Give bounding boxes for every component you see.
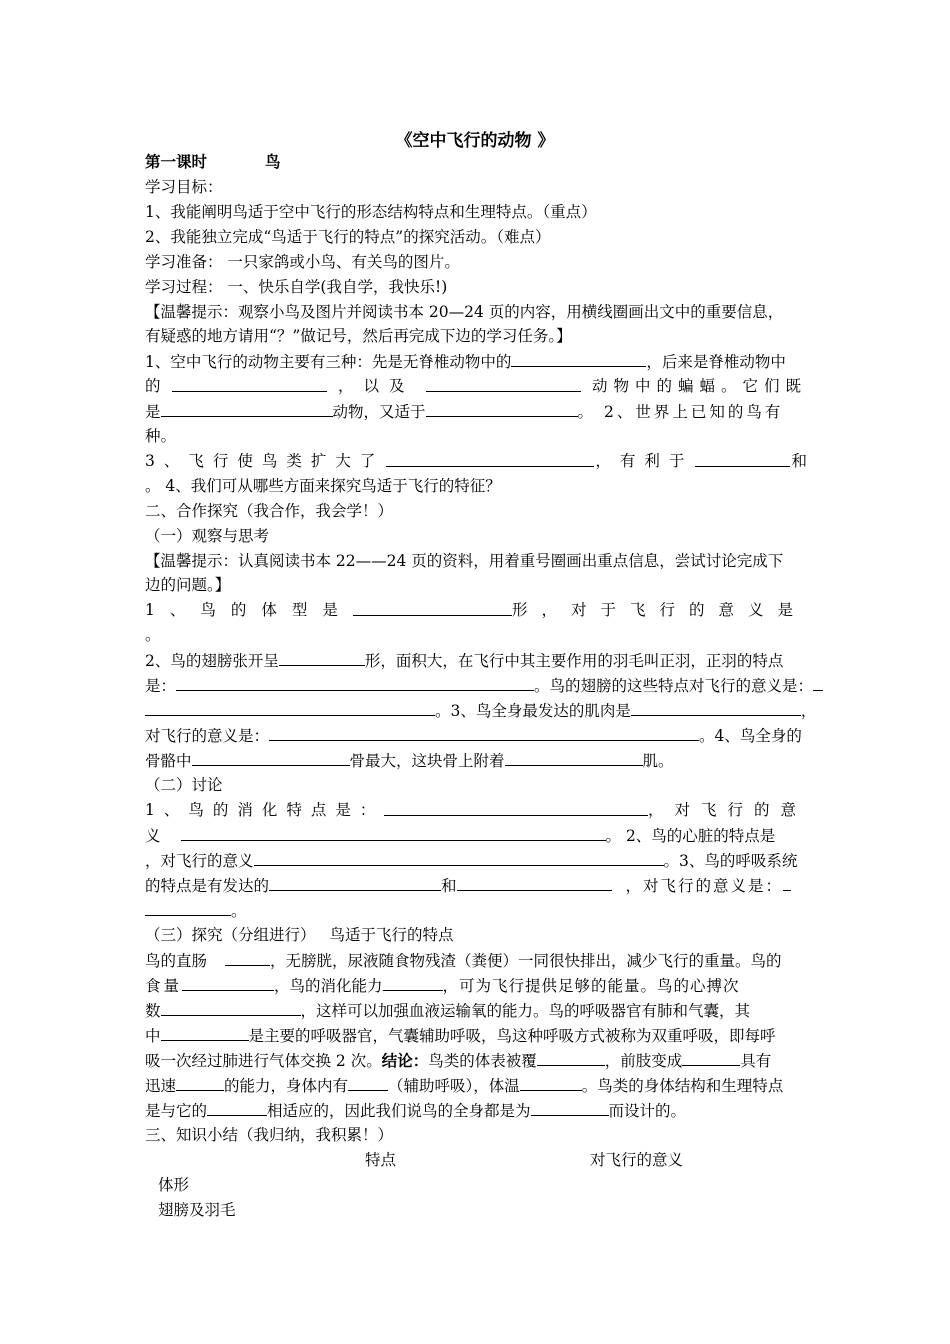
tip-1-line-2: 有疑惑的地方请用“？”做记号，然后再完成下边的学习任务。】 bbox=[145, 327, 572, 345]
text: 。鸟的翅膀的这些特点对飞行的意义是： bbox=[534, 677, 814, 695]
text: 吸一次经过肺进行气体交换 2 次。 bbox=[145, 1052, 382, 1070]
text: 是： bbox=[145, 677, 177, 695]
text: 。3、鸟全身最发达的肌肉是 bbox=[435, 702, 631, 720]
text: ，这样可以加强血液运输氧的能力。鸟的呼吸器官有肺和气囊，其 bbox=[300, 1002, 751, 1020]
explore-line bbox=[145, 998, 807, 1023]
discuss-question-1 bbox=[145, 823, 807, 848]
lesson-topic: 鸟 bbox=[265, 152, 281, 171]
blank[interactable] bbox=[161, 399, 333, 417]
explore-line bbox=[145, 973, 807, 998]
text: 相适应的，因此我们说鸟的全身都是为 bbox=[267, 1102, 531, 1120]
text: 中 bbox=[145, 1027, 161, 1045]
body-question-4 bbox=[145, 748, 807, 773]
blank[interactable] bbox=[537, 1048, 605, 1066]
body-question-3 bbox=[145, 723, 807, 748]
text: ，后来是脊椎动物中 bbox=[646, 353, 786, 371]
text: 骨最大，这块骨上附着 bbox=[349, 752, 505, 770]
blank[interactable] bbox=[279, 648, 365, 666]
text: 鸟的直肠 bbox=[145, 952, 208, 970]
blank[interactable] bbox=[269, 873, 441, 891]
blank[interactable] bbox=[181, 823, 606, 841]
text: 食量 bbox=[145, 977, 183, 995]
blank[interactable] bbox=[386, 449, 594, 467]
body-question-1 bbox=[145, 598, 807, 622]
text: 肌。 bbox=[642, 752, 674, 770]
explore-line bbox=[145, 948, 807, 973]
question-1-line: 种。 bbox=[145, 427, 177, 445]
section-2-heading: （二）讨论 bbox=[145, 776, 223, 794]
text: 和 bbox=[791, 452, 807, 470]
text: 迅速 bbox=[145, 1077, 177, 1095]
blank[interactable] bbox=[520, 1073, 582, 1091]
text: ， bbox=[800, 702, 817, 720]
text: ，以及 bbox=[337, 377, 415, 395]
question-4-line: 。 4、我们可从哪些方面来探究鸟适于飞行的特征？ bbox=[145, 477, 501, 495]
blank[interactable] bbox=[426, 374, 581, 392]
text: 的能力，身体内有 bbox=[224, 1077, 349, 1095]
section-1-heading: （一）观察与思考 bbox=[145, 527, 270, 545]
text: 2、鸟的翅膀张开呈 bbox=[145, 652, 279, 670]
text: 鸟适于飞行的特点 bbox=[329, 926, 454, 944]
blank[interactable] bbox=[161, 1023, 249, 1041]
table-row-body-shape: 体形 bbox=[158, 1176, 190, 1194]
blank[interactable] bbox=[783, 873, 791, 891]
process-heading: 学习过程： 一、快乐自学(我自学，我快乐!) bbox=[145, 278, 448, 296]
text: ，前肢变成 bbox=[604, 1052, 683, 1070]
text: 对飞行的意义是： bbox=[145, 727, 270, 745]
text: ，可为飞行提供足够的能量。鸟的心搏次 bbox=[442, 977, 740, 995]
blank[interactable] bbox=[225, 948, 270, 966]
text: ，有利于 bbox=[595, 452, 694, 470]
text: 1、鸟的体型是 bbox=[145, 601, 353, 619]
body-question-2 bbox=[145, 648, 807, 673]
text: 具有 bbox=[740, 1052, 772, 1070]
blank[interactable] bbox=[176, 673, 534, 691]
blank[interactable] bbox=[426, 399, 578, 417]
text: 和 bbox=[441, 877, 457, 895]
text: 。3、鸟的呼吸系统 bbox=[663, 852, 798, 870]
discuss-question-1 bbox=[145, 798, 807, 822]
blank[interactable] bbox=[695, 449, 790, 467]
page-title: 《空中飞行的动物 》 bbox=[395, 131, 555, 151]
text: 形，面积大，在飞行中其主要作用的羽毛叫正羽，正羽的特点 bbox=[364, 652, 784, 670]
text: 的 bbox=[145, 377, 161, 395]
blank[interactable] bbox=[631, 698, 801, 716]
body-question-3 bbox=[145, 698, 817, 723]
text: 。4、鸟全身的 bbox=[699, 727, 802, 745]
discuss-question-2 bbox=[145, 848, 807, 873]
text: 骨骼中 bbox=[145, 752, 192, 770]
text: ，鸟的消化能力 bbox=[274, 977, 383, 995]
question-1-line bbox=[145, 374, 807, 398]
question-1-line bbox=[145, 399, 807, 424]
table-header-meaning: 对飞行的意义 bbox=[590, 1151, 684, 1169]
goal-1: 1、我能阐明鸟适于空中飞行的形态结构特点和生理特点。（重点） bbox=[145, 203, 597, 221]
body-question-1-end: 。 bbox=[145, 626, 161, 644]
explore-line bbox=[145, 1098, 807, 1123]
blank[interactable] bbox=[511, 349, 646, 367]
text: 形，对于飞行的意义是 bbox=[511, 601, 807, 619]
text: 3、飞行使鸟类扩大了 bbox=[145, 452, 385, 470]
coop-heading: 二、合作探究（我合作，我会学！） bbox=[145, 502, 394, 520]
text: 动物中的蝙蝠。它们既 bbox=[591, 377, 807, 395]
blank[interactable] bbox=[682, 1048, 740, 1066]
text: 义 bbox=[145, 827, 161, 845]
text: 数 bbox=[145, 1002, 161, 1020]
blank[interactable] bbox=[172, 374, 327, 392]
discuss-question-3 bbox=[145, 873, 807, 898]
text: 。鸟类的身体结构和生理特点 bbox=[581, 1077, 784, 1095]
goal-2: 2、我能独立完成“鸟适于飞行的特点”的探究活动。（难点） bbox=[145, 228, 551, 246]
text: 。 2、世界上已知的鸟有 bbox=[577, 403, 784, 421]
blank[interactable] bbox=[531, 1098, 609, 1116]
text: 而设计的。 bbox=[608, 1102, 687, 1120]
text: ，无膀胱，尿液随食物残渣（粪便）一同很快排出，减少飞行的重量。鸟的 bbox=[270, 952, 782, 970]
text: （三）探究（分组进行） bbox=[145, 926, 316, 944]
text: 。 bbox=[231, 902, 247, 920]
text: 是 bbox=[145, 403, 161, 421]
text: 是与它的 bbox=[145, 1102, 208, 1120]
tip-2-line-1: 【温馨提示：认真阅读书本 22——24 页的资料，用着重号圈画出重点信息，尝试讨论完成下 bbox=[145, 552, 784, 570]
text: 1、空中飞行的动物主要有三种：先是无脊椎动物中的 bbox=[145, 353, 512, 371]
text: ，对飞行的意 bbox=[647, 801, 807, 819]
table-header-feature: 特点 bbox=[365, 1151, 397, 1169]
text: 1、鸟的消化特点是： bbox=[145, 801, 385, 819]
text: （辅助呼吸），体温 bbox=[388, 1077, 520, 1095]
blank[interactable] bbox=[145, 698, 435, 716]
blank[interactable] bbox=[383, 973, 443, 991]
blank[interactable] bbox=[269, 723, 699, 741]
text: ，对飞行的意义 bbox=[145, 852, 254, 870]
blank[interactable] bbox=[182, 973, 274, 991]
blank[interactable] bbox=[176, 1073, 224, 1091]
goals-heading: 学习目标： bbox=[145, 178, 223, 196]
lesson-label: 第一课时 bbox=[145, 152, 208, 171]
text: 鸟类的体表被覆 bbox=[428, 1052, 537, 1070]
blank[interactable] bbox=[145, 898, 231, 916]
blank[interactable] bbox=[505, 748, 643, 766]
table-row-wings: 翅膀及羽毛 bbox=[158, 1201, 236, 1219]
blank[interactable] bbox=[813, 673, 823, 691]
blank[interactable] bbox=[207, 1098, 267, 1116]
explore-line bbox=[145, 1048, 807, 1073]
blank[interactable] bbox=[384, 798, 648, 816]
discuss-question-3-end bbox=[145, 898, 807, 923]
text: ，对飞行的意义是： bbox=[625, 877, 784, 895]
text: 的特点是有发达的 bbox=[145, 877, 270, 895]
blank[interactable] bbox=[161, 998, 301, 1016]
lesson-line bbox=[145, 150, 807, 174]
question-3-line bbox=[145, 449, 807, 473]
text: 动物，又适于 bbox=[332, 403, 426, 421]
summary-heading: 三、知识小结（我归纳，我积累！） bbox=[145, 1126, 394, 1144]
tip-1-line-1: 【温馨提示：观察小鸟及图片并阅读书本 20—24 页的内容，用横线圈画出文中的重要信息， bbox=[145, 303, 784, 321]
section-3-heading bbox=[145, 923, 807, 947]
blank[interactable] bbox=[192, 748, 350, 766]
preparation: 学习准备： 一只家鸽或小鸟、有关鸟的图片。 bbox=[145, 253, 460, 271]
tip-2-line-2: 边的问题。】 bbox=[145, 576, 231, 594]
conclusion-label: 结论： bbox=[381, 1051, 429, 1070]
question-1-line bbox=[145, 349, 807, 374]
blank[interactable] bbox=[254, 848, 664, 866]
text: 是主要的呼吸器官，气囊辅助呼吸，鸟这种呼吸方式被称为双重呼吸，即每呼 bbox=[248, 1027, 776, 1045]
blank[interactable] bbox=[353, 598, 512, 616]
explore-line bbox=[145, 1023, 807, 1048]
body-question-2 bbox=[145, 673, 814, 698]
text: 。 2、鸟的心脏的特点是 bbox=[605, 827, 776, 845]
blank[interactable] bbox=[348, 1073, 388, 1091]
blank[interactable] bbox=[457, 873, 612, 891]
explore-line bbox=[145, 1073, 807, 1098]
